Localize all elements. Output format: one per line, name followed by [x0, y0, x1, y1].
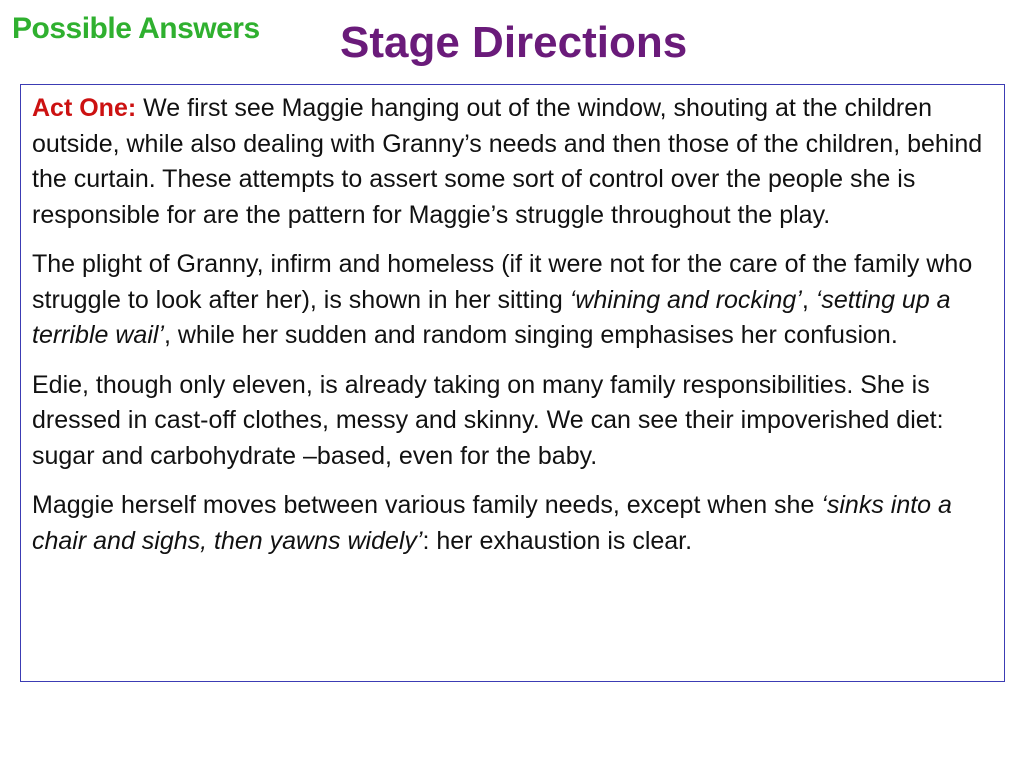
maggie-quote-sinks: ‘sinks into a chair and sighs, then yawns widely’	[32, 491, 952, 555]
granny-text-after: , while her sudden and random singing emphasises her confusion.	[163, 321, 898, 349]
maggie-text-after: : her exhaustion is clear.	[422, 526, 693, 555]
slide-title: Stage Directions	[340, 18, 688, 67]
paragraph-edie	[32, 368, 994, 475]
edie-text: Edie, though only eleven, is already taking on many family responsibilities. She is dressed in cast-off clothes, messy and skinny. We can see their impoverished diet: sugar and carbohydrate –based, even for the baby.	[32, 370, 944, 470]
act-one-text: We first see Maggie hanging out of the window, shouting at the children outside, while also dealing with Granny’s needs and then those of the children, behind the curtain. These attempts to assert some sort of control over the people she is responsible for are the pattern for Maggie’s struggle throughout the play.	[32, 94, 983, 229]
granny-text-between: ,	[801, 285, 816, 314]
granny-quote-wail: ‘setting up a terrible wail’	[32, 285, 951, 349]
maggie-text-before: Maggie herself moves between various family needs, except when she	[32, 491, 822, 519]
paragraph-granny	[32, 247, 994, 354]
paragraph-act-one	[32, 91, 994, 233]
answer-text-box	[20, 84, 1005, 682]
paragraph-maggie	[32, 488, 994, 559]
possible-answers-label: Possible Answers	[12, 12, 260, 45]
act-one-label: Act One:	[32, 94, 137, 122]
granny-quote-whining: ‘whining and rocking’	[569, 285, 802, 314]
granny-text-before: The plight of Granny, infirm and homeless (if it were not for the care of the family who struggle to look after her), is shown in her sitting	[32, 250, 973, 314]
